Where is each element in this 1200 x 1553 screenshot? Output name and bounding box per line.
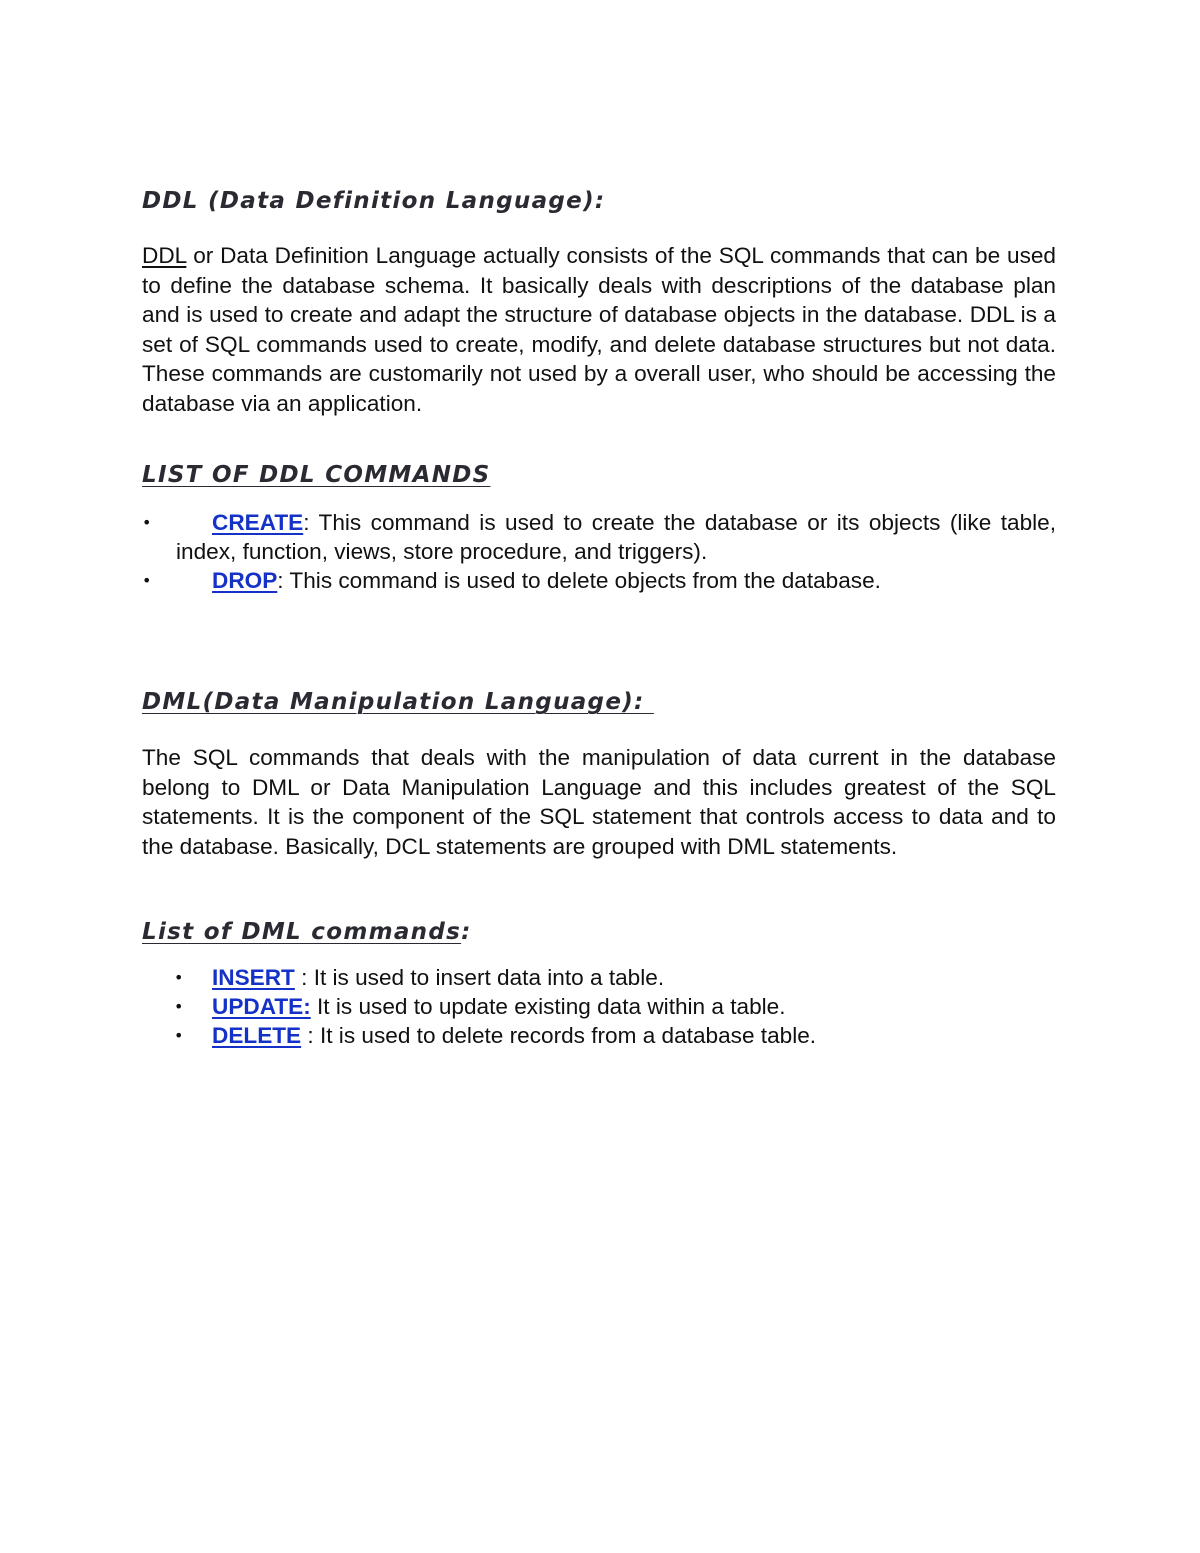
bullet-icon: • xyxy=(174,1026,184,1045)
update-link[interactable]: UPDATE: xyxy=(212,994,311,1019)
ddl-commands-heading: LIST OF DDL COMMANDS xyxy=(142,462,491,488)
ddl-description xyxy=(142,241,1056,418)
drop-description: : This command is used to delete objects from the database. xyxy=(277,568,881,593)
list-item xyxy=(142,992,1056,1021)
bullet-icon: • xyxy=(174,968,184,987)
ddl-commands-list xyxy=(142,508,1056,595)
list-item xyxy=(142,1021,1056,1050)
insert-description: : It is used to insert data into a table. xyxy=(294,965,665,990)
dml-heading xyxy=(142,685,1056,719)
list-item xyxy=(142,566,1056,595)
dml-commands-list xyxy=(142,963,1056,1050)
dml-heading-text: DML(Data Manipulation Language): xyxy=(142,689,645,715)
bullet-icon: • xyxy=(174,997,184,1016)
ddl-term: DDL xyxy=(142,243,187,268)
ddl-heading: DDL (Data Definition Language): xyxy=(142,188,606,214)
bullet-icon: • xyxy=(142,513,152,532)
delete-link[interactable]: DELETE xyxy=(212,1023,302,1048)
create-description: : This command is used to create the database or its objects (like table, index, function, views, store procedure, and triggers). xyxy=(176,510,1056,564)
create-link[interactable]: CREATE xyxy=(212,510,304,535)
drop-link[interactable]: DROP xyxy=(212,568,278,593)
dml-commands-heading-text: List of DML commands xyxy=(142,919,462,945)
insert-link[interactable]: INSERT xyxy=(212,965,295,990)
dml-commands-heading xyxy=(142,915,1056,949)
delete-description: : It is used to delete records from a database table. xyxy=(301,1023,817,1048)
dml-commands-heading-colon: : xyxy=(461,919,472,945)
ddl-description-text: or Data Definition Language actually consists of the SQL commands that can be used to define the database schema. It basically deals with descriptions of the database plan and is used to create and adapt the structure of database objects in the database. DDL is a set of SQL commands used to create, modify, and delete database structures but not data. These commands are customarily not used by a overall user, who should be accessing the database via an application. xyxy=(142,243,1056,416)
document-body xyxy=(142,184,1056,1050)
list-item xyxy=(142,963,1056,992)
dml-description: The SQL commands that deals with the manipulation of data current in the database belong to DML or Data Manipulation Language and this includes greatest of the SQL statements. It is the component of the SQL statement that controls access to data and to the database. Basically, DCL statements are grouped with DML statements. xyxy=(142,745,1056,859)
bullet-icon: • xyxy=(142,571,152,590)
list-item xyxy=(142,508,1056,566)
update-description: It is used to update existing data within a table. xyxy=(310,994,786,1019)
